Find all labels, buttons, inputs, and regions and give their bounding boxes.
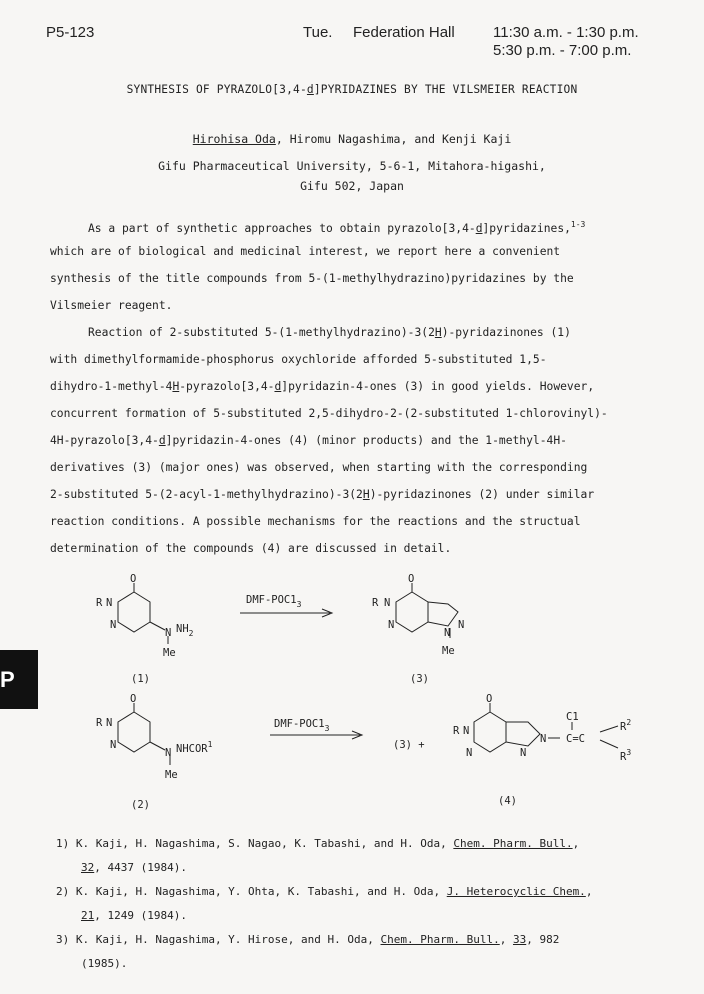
ring-3 (396, 592, 428, 632)
c4-n3: N (520, 747, 527, 759)
label-1: (1) (131, 673, 150, 685)
section-side-tab: P (0, 650, 38, 709)
c3-r: R (372, 597, 379, 609)
c4-n2: N (466, 747, 473, 759)
c1-n-methyl: N (165, 627, 172, 639)
c1-n2: N (106, 597, 113, 609)
paragraph-2: Reaction of 2-substituted 5-(1-methylhydrazino)-3(2H)-pyridazinones (1) with dimethylformamide-phosphorus oxychloride afforded 5-substituted 1,5- dihydro-1-methyl-4H-pyrazolo[3,4-d]pyridazin-4-ones (3) in good yields. However, concurrent formation of 5-substituted 2,5-dihydro-2-(2-substituted 1-chlorovinyl)- 4H-pyrazolo[3,4-d]pyridazin-4-ones (4) (minor products) and the 1-methyl-4H- derivatives (3) (major ones) was observed, when starting with the corresponding 2-substituted 5-(2-acyl-1-methylhydrazino)-3(2H)-pyridazinones (2) under similar reaction conditions. A possible mechanisms for the reactions and the structual determination of the compounds (4) are discussed in detail. (50, 326, 608, 555)
c4-r: R (453, 725, 460, 737)
paragraph-1: As a part of synthetic approaches to obtain pyrazolo[3,4-d]pyridazines,$^{1-3}$ which are of biological and medicinal interest, we report here a convenient synthesis of the title compounds from 5-(1-methylhydrazino)pyridazines by the Vilsmeier reagent. (50, 220, 586, 312)
ring-1 (118, 592, 150, 632)
c3-n4: N (444, 627, 451, 639)
affiliation-line-2: Gifu 502, Japan (300, 179, 404, 193)
c4-vinyl: C=C (566, 733, 585, 745)
c4-oxygen: O (486, 693, 493, 705)
references: 1) K. Kaji, H. Nagashima, S. Nagao, K. Tabashi, and H. Oda, Chem. Pharm. Bull., 32, 4437 (1984). 2) K. Kaji, H. Nagashima, Y. Ohta, K. Tabashi, and H. Oda, J. Heterocyclic Chem., 21, 1249 (1984). 3) K. Kaji, H. Nagashima, Y. Hirose, and H. Oda, Chem. Pharm. Bull., 33, 982 (1985). (56, 832, 676, 976)
reaction-scheme (0, 570, 704, 830)
ring-4 (474, 712, 506, 752)
authors: Hirohisa Oda, Hiromu Nagashima, and Kenji Kaji (192, 132, 512, 146)
label-3: (3) (410, 673, 429, 685)
reagent-1: DMF-$POC1_3$ (246, 594, 302, 609)
session-info (303, 24, 653, 60)
c2-n1: N (110, 739, 117, 751)
reference-1: 1) K. Kaji, H. Nagashima, S. Nagao, K. Tabashi, and H. Oda, Chem. Pharm. Bull., (56, 837, 580, 850)
c4-n: N (463, 725, 470, 737)
c2-r: R (96, 717, 103, 729)
session-time-2: 5:30 p.m. - 7:00 p.m. (493, 42, 632, 59)
c3-n3: N (458, 619, 465, 631)
c3-n: N (384, 597, 391, 609)
c4-n4: N (540, 733, 547, 745)
session-time-1: 11:30 a.m. - 1:30 p.m. (493, 24, 639, 41)
c1-nh2: $NH_2$ (176, 623, 194, 638)
label-2: (2) (131, 799, 150, 811)
c2-nhcor: NHCOR$^1$ (176, 740, 213, 755)
reference-3: 3) K. Kaji, H. Nagashima, Y. Hirose, and H. Oda, Chem. Pharm. Bull., 33, 982 (56, 933, 560, 946)
c2-oxygen: O (130, 693, 137, 705)
c3-me: Me (442, 645, 455, 657)
ring-2 (118, 712, 150, 752)
affiliation-line-1: Gifu Pharmaceutical University, 5-6-1, Mitahora-higashi, (158, 159, 546, 173)
plus-3: (3) + (393, 739, 425, 751)
c1-oxygen: O (130, 573, 137, 585)
abstract-code: P5-123 (46, 24, 95, 41)
c1-n1: N (110, 619, 117, 631)
c2-n-methyl: N (165, 747, 172, 759)
c2-n2: N (106, 717, 113, 729)
session-hall: Federation Hall (353, 24, 455, 41)
reference-2: 2) K. Kaji, H. Nagashima, Y. Ohta, K. Tabashi, and H. Oda, J. Heterocyclic Chem., (56, 885, 593, 898)
session-day: Tue. (303, 24, 333, 41)
c1-me: Me (163, 647, 176, 659)
presenting-author: Hirohisa Oda (192, 132, 276, 146)
c4-r2: $R^2$ (620, 718, 632, 733)
reagent-2: DMF-$POC1_3$ (274, 718, 330, 733)
label-4: (4) (498, 795, 517, 807)
c1-r: R (96, 597, 103, 609)
c4-cl: C1 (566, 711, 579, 723)
c3-n2: N (388, 619, 395, 631)
c3-oxygen: O (408, 573, 415, 585)
paper-title: SYNTHESIS OF PYRAZOLO[3,4-d]PYRIDAZINES BY THE VILSMEIER REACTION (126, 83, 578, 96)
c2-me: Me (165, 769, 178, 781)
c4-r3: $R^3$ (620, 748, 632, 763)
